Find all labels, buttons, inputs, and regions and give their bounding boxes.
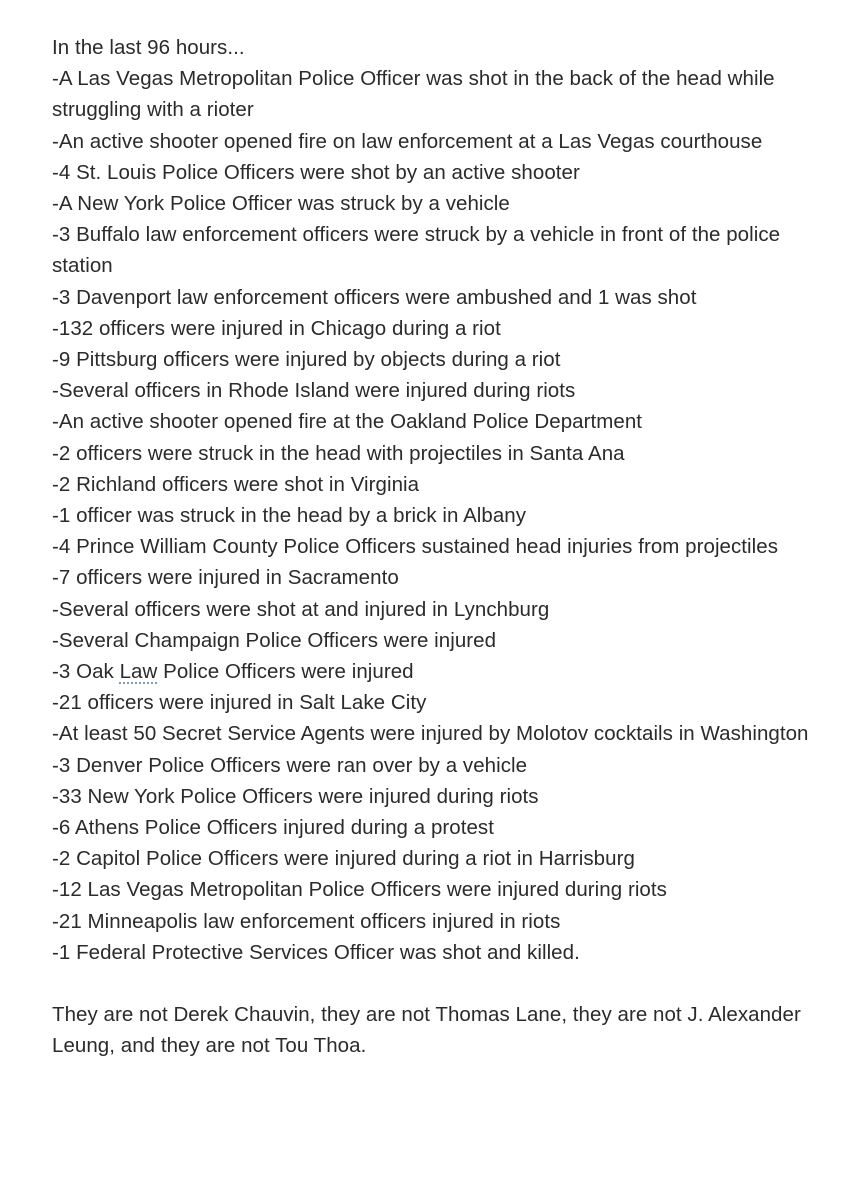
incident-item: -3 Oak Law Police Officers were injured: [52, 660, 414, 684]
incident-item: -1 officer was struck in the head by a brick in Albany: [52, 504, 527, 528]
incident-item: -An active shooter opened fire on law enforcement at a Las Vegas courthouse: [52, 129, 763, 153]
incident-list: [52, 63, 822, 968]
incident-item: -Several Champaign Police Officers were injured: [52, 628, 497, 652]
incident-item: -3 Denver Police Officers were ran over by a vehicle: [52, 753, 528, 777]
incident-item: -A Las Vegas Metropolitan Police Officer was shot in the back of the head while struggling with a rioter: [52, 67, 775, 122]
incident-item: -6 Athens Police Officers injured during a protest: [52, 816, 494, 840]
spellcheck-word: Law: [119, 660, 158, 684]
note-intro: In the last 96 hours...: [52, 36, 245, 59]
incident-item: -21 officers were injured in Salt Lake City: [52, 691, 427, 715]
incident-item: -2 Richland officers were shot in Virginia: [52, 472, 420, 496]
incident-item: -1 Federal Protective Services Officer was shot and killed.: [52, 940, 580, 964]
note-document: [52, 32, 822, 1062]
incident-item: -An active shooter opened fire at the Oakland Police Department: [52, 410, 643, 434]
incident-item: -2 Capitol Police Officers were injured during a riot in Harrisburg: [52, 847, 635, 871]
incident-item: -33 New York Police Officers were injured during riots: [52, 784, 539, 808]
note-closing: They are not Derek Chauvin, they are not Thomas Lane, they are not J. Alexander Leung, and they are not Tou Thoa.: [52, 1003, 801, 1058]
incident-item: -21 Minneapolis law enforcement officers injured in riots: [52, 909, 561, 933]
incident-item: -9 Pittsburg officers were injured by objects during a riot: [52, 348, 561, 372]
incident-item: -Several officers in Rhode Island were injured during riots: [52, 379, 576, 403]
incident-item: -Several officers were shot at and injured in Lynchburg: [52, 597, 550, 621]
incident-item: -A New York Police Officer was struck by a vehicle: [52, 192, 510, 216]
incident-item: -3 Davenport law enforcement officers were ambushed and 1 was shot: [52, 285, 697, 309]
incident-item: -4 Prince William County Police Officers sustained head injuries from projectiles: [52, 535, 779, 559]
incident-item: -12 Las Vegas Metropolitan Police Officers were injured during riots: [52, 878, 667, 902]
incident-item: -2 officers were struck in the head with projectiles in Santa Ana: [52, 441, 625, 465]
incident-item: -3 Buffalo law enforcement officers were struck by a vehicle in front of the police station: [52, 223, 781, 278]
incident-item: -7 officers were injured in Sacramento: [52, 566, 399, 590]
incident-item: -4 St. Louis Police Officers were shot by an active shooter: [52, 160, 580, 184]
incident-item: -132 officers were injured in Chicago during a riot: [52, 316, 501, 340]
incident-item: -At least 50 Secret Service Agents were injured by Molotov cocktails in Washington: [52, 722, 809, 746]
